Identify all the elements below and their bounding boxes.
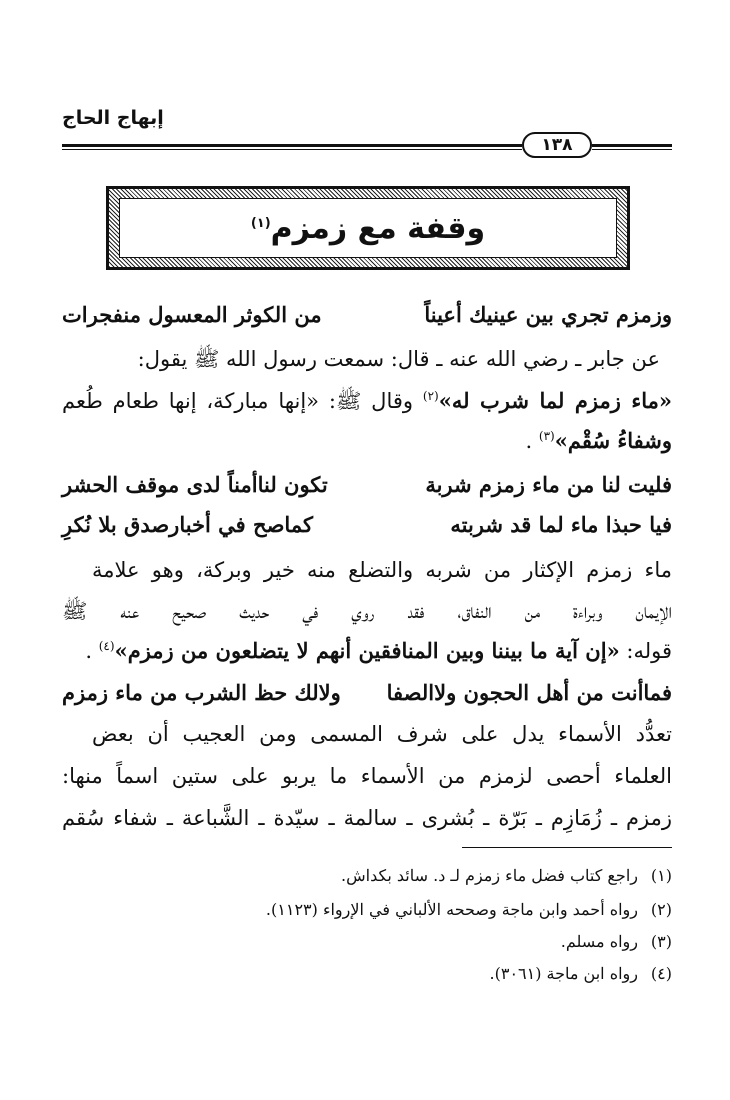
- footnote-3-text: رواه مسلم.: [560, 932, 638, 951]
- verse-2-second-hemistich: تكون لناأمناً لدى موقف الحشر: [62, 472, 328, 497]
- chapter-title-note: (١): [250, 215, 271, 231]
- footnote-2: [62, 900, 672, 919]
- footnote-3-number: (٣): [650, 932, 672, 951]
- footnote-4: [62, 964, 672, 983]
- footnote-1: [62, 866, 672, 885]
- body-line-1: عن جابر ـ رضي الله عنه ـ قال: سمعت رسول الله ﷺ يقول:: [137, 347, 660, 371]
- hadith-3: «إن آية ما بيننا وبين المنافقين أنهم لا يتضلعون من زمزم»: [114, 638, 620, 663]
- verse-1-second-hemistich: من الكوثر المعسول منفجرات: [62, 302, 322, 327]
- verse-1-first-hemistich: وزمزم تجري بين عينيك أعيناً: [424, 302, 672, 327]
- title-inner: [119, 198, 617, 258]
- verse-3-second-hemistich: كماصح في أخبارصدق بلا نُكرِ: [62, 512, 313, 537]
- line-6-end: .: [85, 639, 99, 663]
- hadith-2-intro: وقال ﷺ: «إنها مباركة، إنها طعام طُعم: [62, 389, 423, 413]
- body-line-6: [62, 638, 672, 663]
- verse-2-first-hemistich: فليت لنا من ماء زمزم شربة: [425, 472, 672, 497]
- hadith-1: «ماء زمزم لما شرب له»: [438, 388, 672, 413]
- body-line-7: تعدُّد الأسماء يدل على شرف المسمى ومن العجيب أن بعض: [92, 722, 672, 746]
- page-number: ١٣٨: [522, 132, 592, 158]
- body-line-8: العلماء أحصى لزمزم من الأسماء ما يربو على ستين اسماً منها:: [62, 764, 672, 788]
- verse-4-first-hemistich: فماأنت من أهل الحجون ولاالصفا: [386, 680, 672, 705]
- verse-3-first-hemistich: فيا حبذا ماء لما قد شربته: [450, 512, 672, 537]
- footnote-ref-4: (٤): [98, 639, 115, 653]
- footnote-2-text: رواه أحمد وابن ماجة وصححه الألباني في الإرواء (١١٢٣).: [265, 900, 638, 919]
- hadith-2-end: وشفاءُ سُقْم»: [554, 428, 672, 453]
- footnote-ref-3: (٣): [538, 429, 555, 443]
- header-rule-right: [592, 144, 672, 150]
- chapter-title: [251, 211, 485, 246]
- footnote-ref-2: (٢): [422, 389, 439, 403]
- verse-4-second-hemistich: ولالك حظ الشرب من ماء زمزم: [62, 680, 341, 705]
- line-3-end: .: [525, 429, 539, 453]
- line-6-intro: قوله:: [619, 639, 672, 663]
- verse-3: [62, 512, 672, 544]
- chapter-title-text: وقفة مع زمزم: [270, 210, 486, 246]
- verse-1: [62, 302, 672, 334]
- footnote-4-text: رواه ابن ماجة (٣٠٦١).: [489, 964, 638, 983]
- footnote-1-text: راجع كتاب فضل ماء زمزم لـ د. سائد بكداش.: [341, 866, 638, 885]
- footnote-4-number: (٤): [650, 964, 672, 983]
- footnote-separator: [462, 847, 672, 848]
- body-line-4: ماء زمزم الإكثار من شربه والتضلع منه خير وبركة، وهو علامة: [92, 558, 672, 582]
- running-title: إبهاج الحاج: [62, 107, 164, 129]
- title-frame: [106, 186, 630, 270]
- body-line-9: زمزم ـ زُمَازِم ـ بَرّة ـ بُشرى ـ سالمة ـ سيّدة ـ الشَّباعة ـ شفاء سُقم: [62, 806, 672, 830]
- body-line-2: [62, 388, 672, 419]
- footnote-2-number: (٢): [650, 900, 672, 919]
- body-line-5: الإيمان وبراءة من النفاق، فقد روي في حديث صحيح عنه ﷺ: [62, 599, 672, 623]
- body-line-3: [62, 428, 672, 453]
- footnote-1-number: (١): [650, 866, 672, 885]
- verse-4: [62, 680, 672, 712]
- verse-2: [62, 472, 672, 504]
- footnote-3: [62, 932, 672, 951]
- header-rule-left: [62, 144, 522, 150]
